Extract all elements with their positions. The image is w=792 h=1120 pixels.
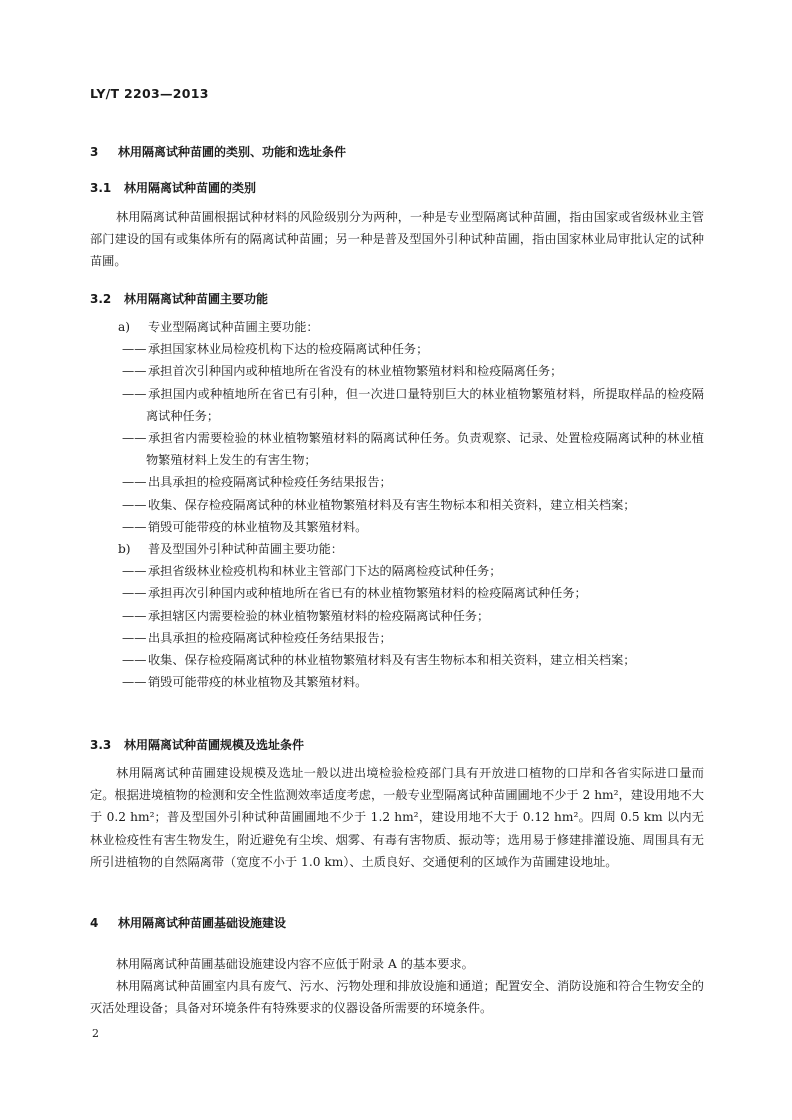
dash-marker: ——	[122, 630, 147, 645]
list-marker: a)	[118, 320, 131, 334]
list-item-text: 承担国内或种植地所在省已有引种，但一次进口量特别巨大的林业植物繁殖材料，所提取样品的检疫隔离试种任务；	[146, 386, 704, 423]
list-item-text: 承担省内需要检验的林业植物繁殖材料的隔离试种任务。负责观察、记录、处置检疫隔离试种的林业植物繁殖材料上发生的有害生物；	[146, 431, 704, 468]
list-item-text: 出具承担的检疫隔离试种检疫任务结果报告；	[148, 475, 392, 490]
list-a-item	[94, 471, 704, 493]
dash-marker: ——	[122, 653, 147, 668]
dash-marker: ——	[122, 608, 147, 623]
section-title: 林用隔离试种苗圃的类别、功能和选址条件	[118, 145, 347, 159]
section-4-paragraph-2: 林用隔离试种苗圃室内具有废气、污水、污物处理和排放设施和通道；配置安全、消防设施和符合生物安全的灭活处理设备；具备对环境条件有特殊要求的仪器设备所需要的环境条件。	[90, 979, 704, 1016]
dash-marker: ——	[122, 586, 147, 601]
list-item-text: 承担首次引种国内或种植地所在省没有的林业植物繁殖材料和检疫隔离任务；	[148, 364, 563, 379]
list-item-text: 承担省级林业检疫机构和林业主管部门下达的隔离检疫试种任务；	[148, 564, 502, 579]
list-b-item	[94, 605, 704, 627]
function-list	[118, 316, 704, 693]
section-title: 林用隔离试种苗圃规模及选址条件	[124, 738, 305, 752]
list-a-item	[94, 383, 704, 427]
dash-marker: ——	[122, 497, 147, 512]
list-a-item	[94, 427, 704, 471]
list-label-text: 专业型隔离试种苗圃主要功能：	[148, 320, 319, 334]
list-label-text: 普及型国外引种试种苗圃主要功能：	[148, 542, 343, 557]
section-title: 林用隔离试种苗圃的类别	[124, 181, 257, 195]
section-3-1-heading	[90, 179, 256, 196]
list-a-item	[94, 360, 704, 382]
dash-marker: ——	[122, 675, 147, 690]
list-item-text: 销毁可能带疫的林业植物及其繁殖材料。	[148, 519, 368, 534]
section-3-heading	[90, 143, 346, 160]
section-3-2-heading	[90, 290, 268, 307]
dash-marker: ——	[122, 519, 147, 534]
list-item-text: 收集、保存检疫隔离试种的林业植物繁殖材料及有害生物标本和相关资料，建立相关档案；	[148, 497, 636, 512]
dash-marker: ——	[122, 475, 147, 490]
list-b-label	[118, 538, 704, 560]
list-item-text: 承担国家林业局检疫机构下达的检疫隔离试种任务；	[148, 342, 429, 357]
list-b-item	[94, 671, 704, 693]
list-b-item	[94, 649, 704, 671]
standard-code-header: LY/T 2203—2013	[90, 86, 209, 101]
dash-marker: ——	[122, 364, 147, 379]
dash-marker: ——	[122, 342, 147, 357]
section-4-paragraph-1: 林用隔离试种苗圃基础设施建设内容不应低于附录 A 的基本要求。	[116, 957, 474, 971]
list-a-item	[94, 338, 704, 360]
list-marker: b)	[118, 542, 131, 557]
section-3-3-heading	[90, 736, 304, 753]
list-b-item	[94, 560, 704, 582]
list-b-item	[94, 627, 704, 649]
list-item-text: 承担再次引种国内或种植地所在省已有的林业植物繁殖材料的检疫隔离试种任务；	[148, 586, 587, 601]
dash-marker: ——	[122, 564, 147, 579]
section-3-1-paragraph: 林用隔离试种苗圃根据试种材料的风险级别分为两种，一种是专业型隔离试种苗圃，指由国家或省级林业主管部门建设的国有或集体所有的隔离试种苗圃；另一种是普及型国外引种试种苗圃，指由国家林业局审批认定的试种苗圃。	[90, 210, 704, 269]
section-number: 3.2	[90, 292, 112, 306]
section-title: 林用隔离试种苗圃主要功能	[124, 292, 269, 306]
section-title: 林用隔离试种苗圃基础设施建设	[118, 916, 287, 930]
list-item-text: 出具承担的检疫隔离试种检疫任务结果报告；	[148, 630, 392, 645]
section-3-3-paragraph: 林用隔离试种苗圃建设规模及选址一般以进出境检验检疫部门具有开放进口植物的口岸和各省实际进口量而定。根据进境植物的检测和安全性监测效率适度考虑，一般专业型隔离试种苗圃圃地不少于 2 hm²，建设用地不大于 0.2 hm²；普及型国外引种试种苗圃圃地不少于 1.2 hm²，建设用地不大于 0.12 hm²。四周 0.5 km 以内无林业检疫性有害生物发生，附近避免有尘埃、烟雾、有毒有害物质、振动等；选用易于修建排灌设施、周围具有无所引进植物的自然隔离带（宽度不小于 1.0 km）、土质良好、交通便利的区域作为苗圃建设地址。	[90, 766, 704, 869]
dash-marker: ——	[122, 431, 147, 446]
list-a-item	[94, 494, 704, 516]
list-b-item	[94, 582, 704, 604]
section-4-heading	[90, 914, 286, 931]
section-number: 3.3	[90, 738, 112, 752]
dash-marker: ——	[122, 386, 147, 401]
list-a-item	[94, 516, 704, 538]
list-item-text: 承担辖区内需要检验的林业植物繁殖材料的检疫隔离试种任务；	[148, 608, 490, 623]
section-number: 3.1	[90, 181, 112, 195]
list-item-text: 收集、保存检疫隔离试种的林业植物繁殖材料及有害生物标本和相关资料，建立相关档案；	[148, 653, 636, 668]
section-number: 4	[90, 916, 99, 930]
section-number: 3	[90, 145, 99, 159]
list-item-text: 销毁可能带疫的林业植物及其繁殖材料。	[148, 675, 368, 690]
list-a-label	[118, 316, 704, 338]
page-number: 2	[92, 1027, 99, 1040]
